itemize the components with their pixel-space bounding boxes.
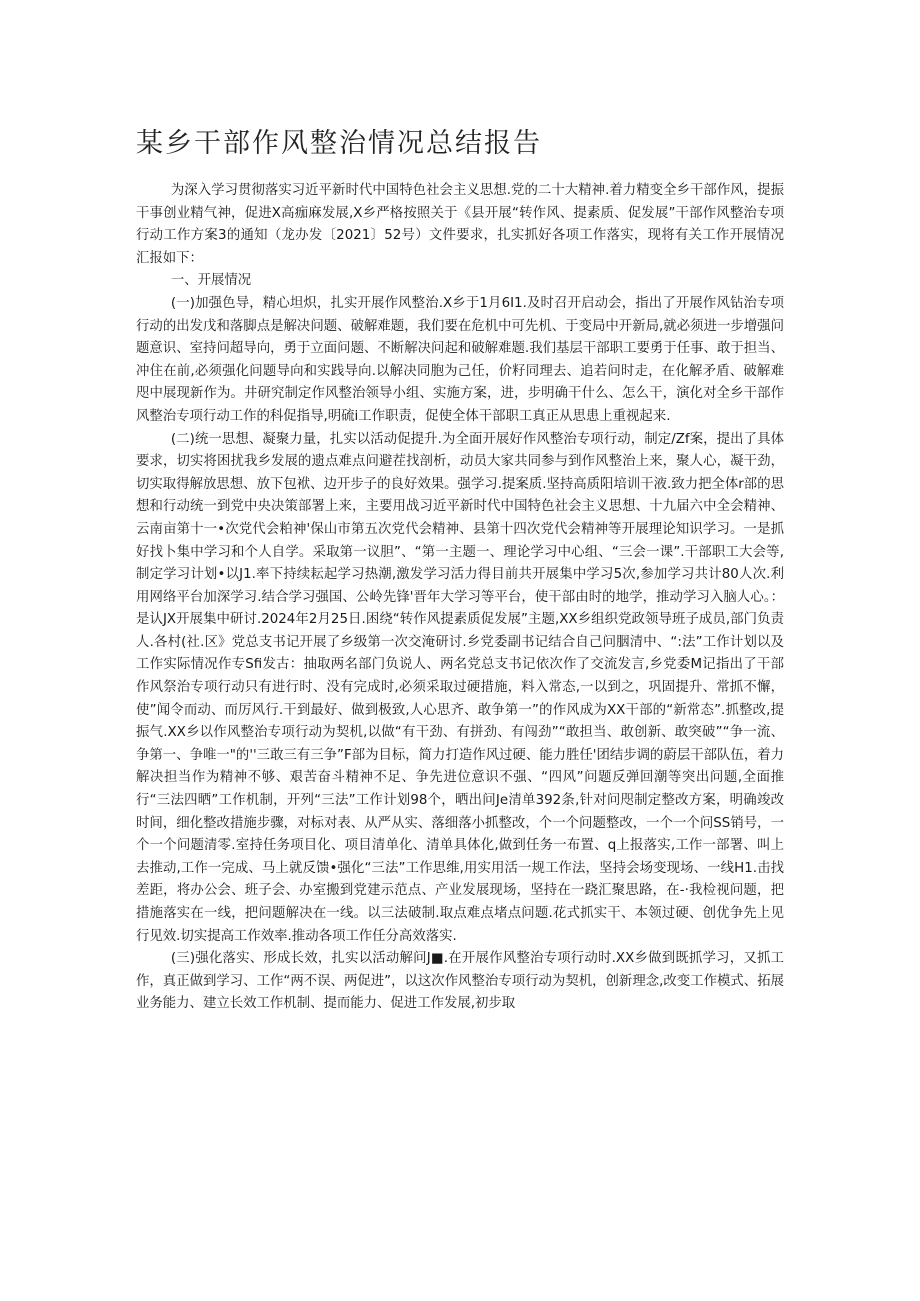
body-paragraph-2: (二)统一思想、凝聚力量，扎实以活动促提升.为全面开展好作风整治专项行动，制定/Zf案，提出了具体要求，切实将困扰我乡发展的遗点难点问避茬找剖析，动员大家共同参与到作风整治上来，聚人心，凝干劲，切实取得解放思想、放下包袱、边开步子的良好效果。强学习.提案质.坚持高质阳培训干液.致力把全体r部的思想和行动统一到党中央决策部署上来，主要用战习近平新时代中国特色社会主义思想、十九届六中全会精神、云南亩第十一•次党代会粕神'保山市第五次党代会精神、县第十四次党代会精神等开展理论知识学习。一是抓好找卜集中学习和个人自学。采取第一议胆”、“第一主题一、理论学习中心组、“三会一课”.干部职工大会等,制定学习计划•以J1.率下持续耘起学习热潮,激发学习活力得目前共开展集中学习5次,参加学习共计80人次.利用网络平台加深学习.结合学习强国、公岭先锋'晋年大学习等平台，使干部由时的地学，推动学习入脑人心。：是认JX开展集中研讨.2024年2月25日.困绕“转作风提素质促发展”主题,XX乡组织党政领导班子成员,部门负责人.各村(社.区》党总支书记开展了乡级第一次交淹研讨.乡党委副书记结合自己问胭清中、“:法”工作计划以及工作实际情况作专Sfi发古：抽取两名部门负说人、两名党总支书记依次作了交流发言,乡党委M记指出了干部作风祭治专项行动只有进行时、没有完成时,必须采取过硬措施，料入常态,一以到之，巩固提升、常抓不懈，使”闻令而动、而厉风行.干到最好、做到极致,人心思齐、敢争第一”的作风成为XX干部的“新常态”.抓整改,提振气.XX乡以作风整治专项行动为契机,以做“有干劲、有拼劲、有闯劲”“敢担当、敢创新、敢突破”“争一流、争第一、争唯一"的''三敢三有三争”F部为目标，简力打造作风过硬、能力胜任'团结步调的蔚层干部队伍，着力解决担当作为精神不够、艰苦奋斗精神不足、争先进位意识不强、“四风”问题反弹回潮等突出问题,全面推行“三法四晒”工作机制，开列“三法”工作计划98个，晒出问Je清单392条,针对问咫制定整改方案，明确竣改时间，细化整改措施步骤，对标对表、从严从实、落细落小抓整改，个一个问题整改，一个一个问SS销号，一个一个问题清零.室持任务项目化、项目清单化、清单具体化,做到任务一布置、q上报落实,工作一部署、叫上去推动,工作一完成、马上就反馈•强化“三法”工作思维,用实用活一规工作法，坚持会场变现场、一线H1.击找差距，将办公会、班子会、办室搬到党建示范点、产业发展现场，坚持在一跷汇聚思路，在-·我检视问题，把措施落实在一线，把问题解决在一线。以三法破制.取点难点堵点问题.花式抓实干、本领过硬、创优争先上见行见效.切实提高工作效率.推动各项工作任分高效落实.	[136, 431, 784, 944]
document-body	[136, 180, 784, 1016]
intro-paragraph: 为深入学习贯彻落实习近平新时代中国特色社会主义思想.党的二十大精神.着力精变全乡干部作风，提振干事创业精气神，促进X高痂麻发展,X乡严格按照关于《县开展“转作风、提素质、促发展”干部作风整治专项行动工作方案3的通知（龙办发〔2021〕52号）文件要求，扎实抓好各项工作落实，现将有关工作开展情况汇报如下：	[136, 183, 784, 266]
body-paragraph-3: (三)强化落实、形成长效，扎实以活动解问J■.在开展作风整治专项行动时.XX乡做到既抓学习，又抓工作，真正做到学习、工作“两不误、两促进”，以这次作风整治专项行动为契机，创新理念,改变工作模式、拓展业务能力、建立长效工作机制、提而能力、促进工作发展,初步取	[136, 951, 784, 1012]
body-paragraph-1: (一)加强色导，精心坦炽，扎实开展作风整治.X乡于1月6I1.及时召开启动会，指出了开展作风钻治专项行动的出发戊和落脚点是解决问题、破解难题，我们要在危机中可先机、于变局中开新局,就必须进一步增强问题意识、室持问超导向，勇于立面问题、不断解决问起和破解难题.我们基层干部职工要勇于任事、敢于担当、冲住在前,必须强化问题导向和实践导向.以解决同胞为己任，价籽同理去、追若问时走，在化解矛盾、破解难咫中展现新作为。井研究制定作风整治领导小组、实施方案，进，步明确干什么、怎么干，演化对全乡干部作风整治专项行动工作的科促指导,明硫i工作职责，促使全体干部职工真正从思患上重视起来.	[136, 295, 784, 424]
document-title: 某乡干部作风整治情况总结报告	[136, 128, 542, 159]
section-heading: 一、开展情况	[170, 273, 252, 289]
